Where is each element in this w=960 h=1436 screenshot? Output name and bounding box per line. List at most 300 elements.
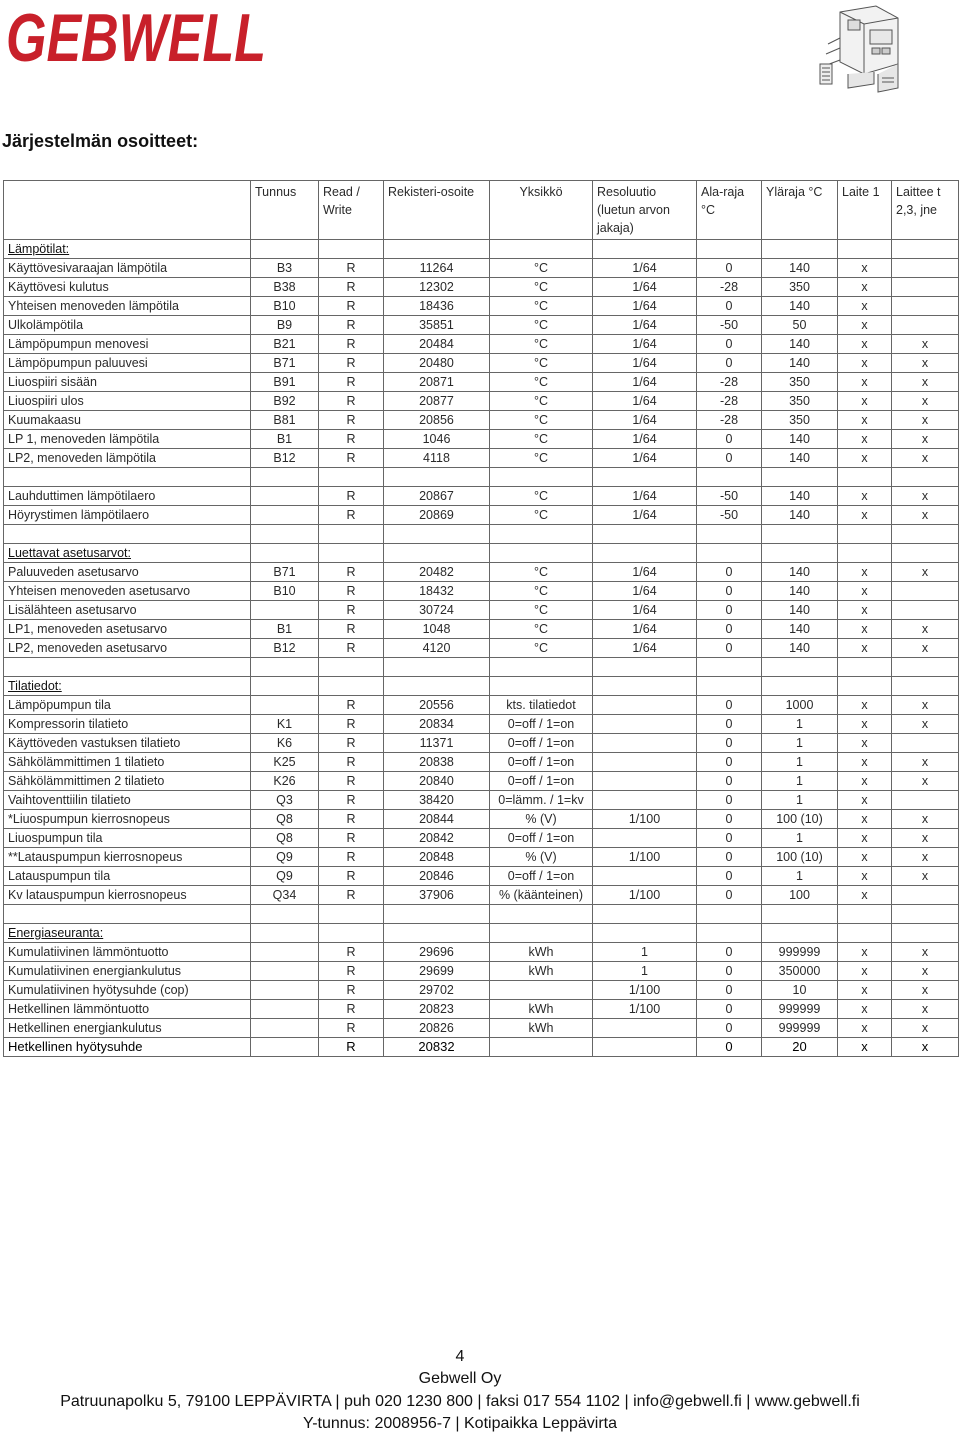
table-cell: 20848 (384, 848, 490, 867)
table-cell: x (892, 563, 959, 582)
table-cell (593, 734, 697, 753)
empty-cell (4, 905, 251, 924)
table-cell: R (319, 639, 384, 658)
table-cell (892, 601, 959, 620)
table-cell: kWh (490, 962, 593, 981)
table-cell: 20832 (384, 1038, 490, 1057)
table-cell: °C (490, 487, 593, 506)
table-cell: x (892, 715, 959, 734)
table-cell: LP 1, menoveden lämpötila (4, 430, 251, 449)
table-cell: x (838, 791, 892, 810)
table-cell: Hetkellinen energiankulutus (4, 1019, 251, 1038)
table-cell: 1/64 (593, 582, 697, 601)
empty-cell (838, 924, 892, 943)
table-cell: R (319, 430, 384, 449)
table-row (4, 297, 959, 316)
table-cell: 1046 (384, 430, 490, 449)
table-cell: x (892, 848, 959, 867)
table-cell: x (838, 1000, 892, 1019)
spacer-row (4, 905, 959, 924)
table-cell: Ulkolämpötila (4, 316, 251, 335)
table-row (4, 734, 959, 753)
table-cell: Liuospiiri sisään (4, 373, 251, 392)
table-row (4, 886, 959, 905)
table-cell (593, 867, 697, 886)
table-cell: 20867 (384, 487, 490, 506)
table-row (4, 392, 959, 411)
table-cell: °C (490, 563, 593, 582)
table-cell: °C (490, 373, 593, 392)
table-cell: x (838, 772, 892, 791)
empty-cell (251, 240, 319, 259)
empty-cell (838, 905, 892, 924)
table-cell: -28 (697, 411, 762, 430)
table-cell: x (838, 601, 892, 620)
empty-cell (892, 240, 959, 259)
table-cell: R (319, 715, 384, 734)
table-cell: 10 (762, 981, 838, 1000)
empty-cell (4, 525, 251, 544)
empty-cell (892, 468, 959, 487)
table-cell: 1048 (384, 620, 490, 639)
table-cell: 0 (697, 829, 762, 848)
table-cell: % (käänteinen) (490, 886, 593, 905)
header-devices-2-3: Laittee t 2,3, jne (892, 181, 959, 240)
table-cell: x (892, 696, 959, 715)
table-cell: LP1, menoveden asetusarvo (4, 620, 251, 639)
table-cell: Latauspumpun tila (4, 867, 251, 886)
table-cell: B91 (251, 373, 319, 392)
header-tunnus: Tunnus (251, 181, 319, 240)
empty-cell (319, 658, 384, 677)
table-cell (593, 715, 697, 734)
table-cell: 0 (697, 639, 762, 658)
table-cell: R (319, 297, 384, 316)
table-cell: 0 (697, 867, 762, 886)
empty-cell (892, 544, 959, 563)
empty-cell (593, 468, 697, 487)
section-row (4, 240, 959, 259)
table-cell: 20844 (384, 810, 490, 829)
table-cell: 20871 (384, 373, 490, 392)
table-cell: 20842 (384, 829, 490, 848)
footer-address: Patruunapolku 5, 79100 LEPPÄVIRTA | puh 020 1230 800 | faksi 017 554 1102 | info@gebwell.fi | www.gebwell.fi (60, 1393, 860, 1410)
table-cell: x (892, 620, 959, 639)
table-cell: °C (490, 316, 593, 335)
table-cell: 1/64 (593, 449, 697, 468)
table-cell: 1/64 (593, 297, 697, 316)
table-cell: 0 (697, 886, 762, 905)
table-cell (251, 1038, 319, 1057)
empty-cell (697, 905, 762, 924)
table-cell: R (319, 487, 384, 506)
table-cell: 140 (762, 430, 838, 449)
table-row (4, 411, 959, 430)
table-cell: °C (490, 620, 593, 639)
table-cell: 0 (697, 297, 762, 316)
table-row (4, 848, 959, 867)
empty-cell (762, 924, 838, 943)
table-cell: 1 (762, 867, 838, 886)
table-cell: x (892, 753, 959, 772)
empty-cell (319, 905, 384, 924)
table-cell: R (319, 392, 384, 411)
table-cell: 1/64 (593, 506, 697, 525)
controller-device-illustration (818, 4, 904, 96)
table-cell (251, 943, 319, 962)
table-cell: x (838, 392, 892, 411)
table-cell: R (319, 848, 384, 867)
table-cell: 140 (762, 354, 838, 373)
empty-cell (697, 525, 762, 544)
table-cell: 11371 (384, 734, 490, 753)
table-cell: 20 (762, 1038, 838, 1057)
empty-cell (697, 924, 762, 943)
table-cell (593, 791, 697, 810)
table-cell: x (892, 772, 959, 791)
table-cell: 140 (762, 487, 838, 506)
table-cell: °C (490, 582, 593, 601)
table-cell: 0=off / 1=on (490, 867, 593, 886)
table-cell: 1/64 (593, 411, 697, 430)
empty-cell (251, 525, 319, 544)
empty-cell (838, 468, 892, 487)
table-cell: B1 (251, 620, 319, 639)
table-cell (251, 1019, 319, 1038)
empty-cell (762, 905, 838, 924)
table-cell: 0 (697, 772, 762, 791)
table-cell: x (892, 943, 959, 962)
table-cell: 20840 (384, 772, 490, 791)
table-cell: 20823 (384, 1000, 490, 1019)
table-cell: °C (490, 335, 593, 354)
table-cell: 38420 (384, 791, 490, 810)
table-cell: 0 (697, 563, 762, 582)
table-cell: 0=off / 1=on (490, 715, 593, 734)
empty-cell (384, 544, 490, 563)
table-cell: 350 (762, 411, 838, 430)
spacer-row (4, 525, 959, 544)
table-cell: 1 (762, 791, 838, 810)
table-row (4, 943, 959, 962)
section-row (4, 924, 959, 943)
table-row (4, 962, 959, 981)
empty-cell (319, 677, 384, 696)
section-row (4, 677, 959, 696)
table-cell: Sähkölämmittimen 2 tilatieto (4, 772, 251, 791)
table-cell: x (892, 829, 959, 848)
table-cell: 0 (697, 753, 762, 772)
table-cell: 29699 (384, 962, 490, 981)
table-cell (251, 1000, 319, 1019)
table-cell: x (838, 981, 892, 1000)
empty-cell (762, 525, 838, 544)
gebwell-logo (4, 0, 270, 76)
table-cell: x (892, 487, 959, 506)
table-cell: 0 (697, 582, 762, 601)
table-row (4, 582, 959, 601)
empty-cell (4, 658, 251, 677)
table-cell: 0=off / 1=on (490, 772, 593, 791)
table-cell: R (319, 772, 384, 791)
spacer-row (4, 468, 959, 487)
empty-cell (838, 525, 892, 544)
table-cell: 0 (697, 1019, 762, 1038)
table-cell: °C (490, 411, 593, 430)
table-cell: R (319, 373, 384, 392)
empty-cell (697, 240, 762, 259)
table-cell: 0 (697, 791, 762, 810)
table-cell: 1/64 (593, 430, 697, 449)
table-cell (892, 886, 959, 905)
table-row (4, 373, 959, 392)
table-cell: Q8 (251, 810, 319, 829)
table-cell (593, 772, 697, 791)
table-row (4, 487, 959, 506)
table-cell: x (892, 1019, 959, 1038)
table-cell: R (319, 867, 384, 886)
empty-cell (593, 240, 697, 259)
table-cell: 1/100 (593, 810, 697, 829)
table-cell: 1/100 (593, 981, 697, 1000)
table-cell: x (838, 430, 892, 449)
table-row (4, 696, 959, 715)
table-cell: B92 (251, 392, 319, 411)
empty-cell (384, 468, 490, 487)
table-cell (593, 753, 697, 772)
empty-cell (892, 658, 959, 677)
table-cell: Kumulatiivinen lämmöntuotto (4, 943, 251, 962)
empty-cell (251, 905, 319, 924)
empty-cell (319, 544, 384, 563)
table-cell: Q9 (251, 848, 319, 867)
table-row (4, 316, 959, 335)
table-cell: x (838, 278, 892, 297)
table-cell: 0 (697, 810, 762, 829)
table-cell: 0 (697, 601, 762, 620)
header-register: Rekisteri-osoite (384, 181, 490, 240)
empty-cell (490, 240, 593, 259)
table-cell: B10 (251, 297, 319, 316)
table-cell (892, 582, 959, 601)
table-cell: x (838, 867, 892, 886)
empty-cell (251, 924, 319, 943)
table-cell: B38 (251, 278, 319, 297)
table-cell: R (319, 620, 384, 639)
table-cell: R (319, 1038, 384, 1057)
table-row (4, 1000, 959, 1019)
table-cell: R (319, 335, 384, 354)
table-cell: 0 (697, 430, 762, 449)
table-cell: K6 (251, 734, 319, 753)
table-cell: -50 (697, 487, 762, 506)
table-cell: R (319, 259, 384, 278)
table-row (4, 639, 959, 658)
table-cell: K26 (251, 772, 319, 791)
table-cell: 999999 (762, 1000, 838, 1019)
table-cell: 0 (697, 449, 762, 468)
empty-cell (4, 468, 251, 487)
table-cell: Hetkellinen lämmöntuotto (4, 1000, 251, 1019)
table-cell: 350 (762, 373, 838, 392)
table-cell: Käyttövesivaraajan lämpötila (4, 259, 251, 278)
table-cell: x (892, 411, 959, 430)
table-cell: 0 (697, 734, 762, 753)
table-cell: Sähkölämmittimen 1 tilatieto (4, 753, 251, 772)
table-cell: 1/64 (593, 335, 697, 354)
table-cell: °C (490, 297, 593, 316)
table-cell: LP2, menoveden asetusarvo (4, 639, 251, 658)
table-cell (593, 1019, 697, 1038)
table-cell: K1 (251, 715, 319, 734)
empty-cell (697, 468, 762, 487)
table-cell: 1 (762, 734, 838, 753)
empty-cell (593, 924, 697, 943)
table-cell: R (319, 449, 384, 468)
table-cell: 4120 (384, 639, 490, 658)
table-cell: x (838, 259, 892, 278)
table-cell: 140 (762, 335, 838, 354)
table-row (4, 563, 959, 582)
table-cell: 140 (762, 582, 838, 601)
table-cell: x (838, 449, 892, 468)
empty-cell (762, 468, 838, 487)
table-cell: R (319, 791, 384, 810)
table-cell: 30724 (384, 601, 490, 620)
table-cell: x (892, 1000, 959, 1019)
table-cell: 1 (593, 962, 697, 981)
header-resolution: Resoluutio (luetun arvon jakaja) (593, 181, 697, 240)
table-cell: 1/64 (593, 392, 697, 411)
table-cell: 35851 (384, 316, 490, 335)
table-cell (892, 734, 959, 753)
header-read-write: Read / Write (319, 181, 384, 240)
table-cell: Q9 (251, 867, 319, 886)
table-cell: x (892, 354, 959, 373)
table-cell (593, 696, 697, 715)
table-cell: 1/64 (593, 259, 697, 278)
table-cell: 0 (697, 962, 762, 981)
empty-cell (838, 240, 892, 259)
table-cell: R (319, 316, 384, 335)
table-cell: R (319, 563, 384, 582)
table-cell: 0 (697, 943, 762, 962)
table-cell: 100 (762, 886, 838, 905)
empty-cell (762, 544, 838, 563)
empty-cell (251, 544, 319, 563)
table-cell: kts. tilatiedot (490, 696, 593, 715)
table-cell: °C (490, 449, 593, 468)
table-row (4, 1038, 959, 1057)
table-row (4, 354, 959, 373)
empty-cell (762, 658, 838, 677)
empty-cell (490, 468, 593, 487)
table-cell (490, 1038, 593, 1057)
table-cell: R (319, 1000, 384, 1019)
table-cell: x (838, 886, 892, 905)
empty-cell (384, 240, 490, 259)
empty-cell (251, 658, 319, 677)
table-cell: °C (490, 392, 593, 411)
empty-cell (593, 525, 697, 544)
table-cell: x (838, 563, 892, 582)
table-cell: 140 (762, 259, 838, 278)
table-row (4, 715, 959, 734)
table-cell: *Liuospumpun kierrosnopeus (4, 810, 251, 829)
table-cell: 1/64 (593, 563, 697, 582)
table-cell: °C (490, 430, 593, 449)
table-cell: x (838, 373, 892, 392)
table-cell: R (319, 696, 384, 715)
table-cell: 20484 (384, 335, 490, 354)
table-cell (892, 791, 959, 810)
table-cell: 0=off / 1=on (490, 829, 593, 848)
table-cell: 0 (697, 715, 762, 734)
table-cell: 1/100 (593, 848, 697, 867)
table-cell: Vaihtoventtiilin tilatieto (4, 791, 251, 810)
section-title: Luettavat asetusarvot: (4, 544, 251, 563)
empty-cell (762, 677, 838, 696)
empty-cell (490, 544, 593, 563)
section-row (4, 544, 959, 563)
table-cell: Paluuveden asetusarvo (4, 563, 251, 582)
table-cell (892, 297, 959, 316)
table-row (4, 506, 959, 525)
table-cell: 140 (762, 639, 838, 658)
table-cell: Kuumakaasu (4, 411, 251, 430)
table-cell (593, 1038, 697, 1057)
table-cell: x (838, 734, 892, 753)
table-row (4, 1019, 959, 1038)
table-row (4, 753, 959, 772)
table-cell: °C (490, 259, 593, 278)
table-cell: x (892, 981, 959, 1000)
table-cell (251, 506, 319, 525)
table-cell: °C (490, 639, 593, 658)
table-cell: 1/64 (593, 278, 697, 297)
table-cell (251, 696, 319, 715)
table-cell: R (319, 354, 384, 373)
table-row (4, 335, 959, 354)
table-cell: R (319, 601, 384, 620)
empty-cell (490, 677, 593, 696)
table-cell: -28 (697, 392, 762, 411)
empty-cell (838, 677, 892, 696)
table-cell: Kumulatiivinen energiankulutus (4, 962, 251, 981)
table-cell: 1/64 (593, 373, 697, 392)
empty-cell (593, 544, 697, 563)
table-cell: x (892, 639, 959, 658)
table-cell: kWh (490, 1000, 593, 1019)
table-cell: 29696 (384, 943, 490, 962)
table-cell: -28 (697, 373, 762, 392)
table-cell: 20838 (384, 753, 490, 772)
table-cell (892, 278, 959, 297)
table-cell: B9 (251, 316, 319, 335)
section-title: Energiaseuranta: (4, 924, 251, 943)
table-cell: 1 (762, 829, 838, 848)
empty-cell (490, 905, 593, 924)
table-row (4, 810, 959, 829)
table-cell: Kompressorin tilatieto (4, 715, 251, 734)
empty-cell (892, 525, 959, 544)
table-cell: K25 (251, 753, 319, 772)
table-cell: x (892, 430, 959, 449)
table-cell: Lämpöpumpun paluuvesi (4, 354, 251, 373)
header-unit: Yksikkö (490, 181, 593, 240)
table-cell: x (838, 753, 892, 772)
table-cell: LP2, menoveden lämpötila (4, 449, 251, 468)
